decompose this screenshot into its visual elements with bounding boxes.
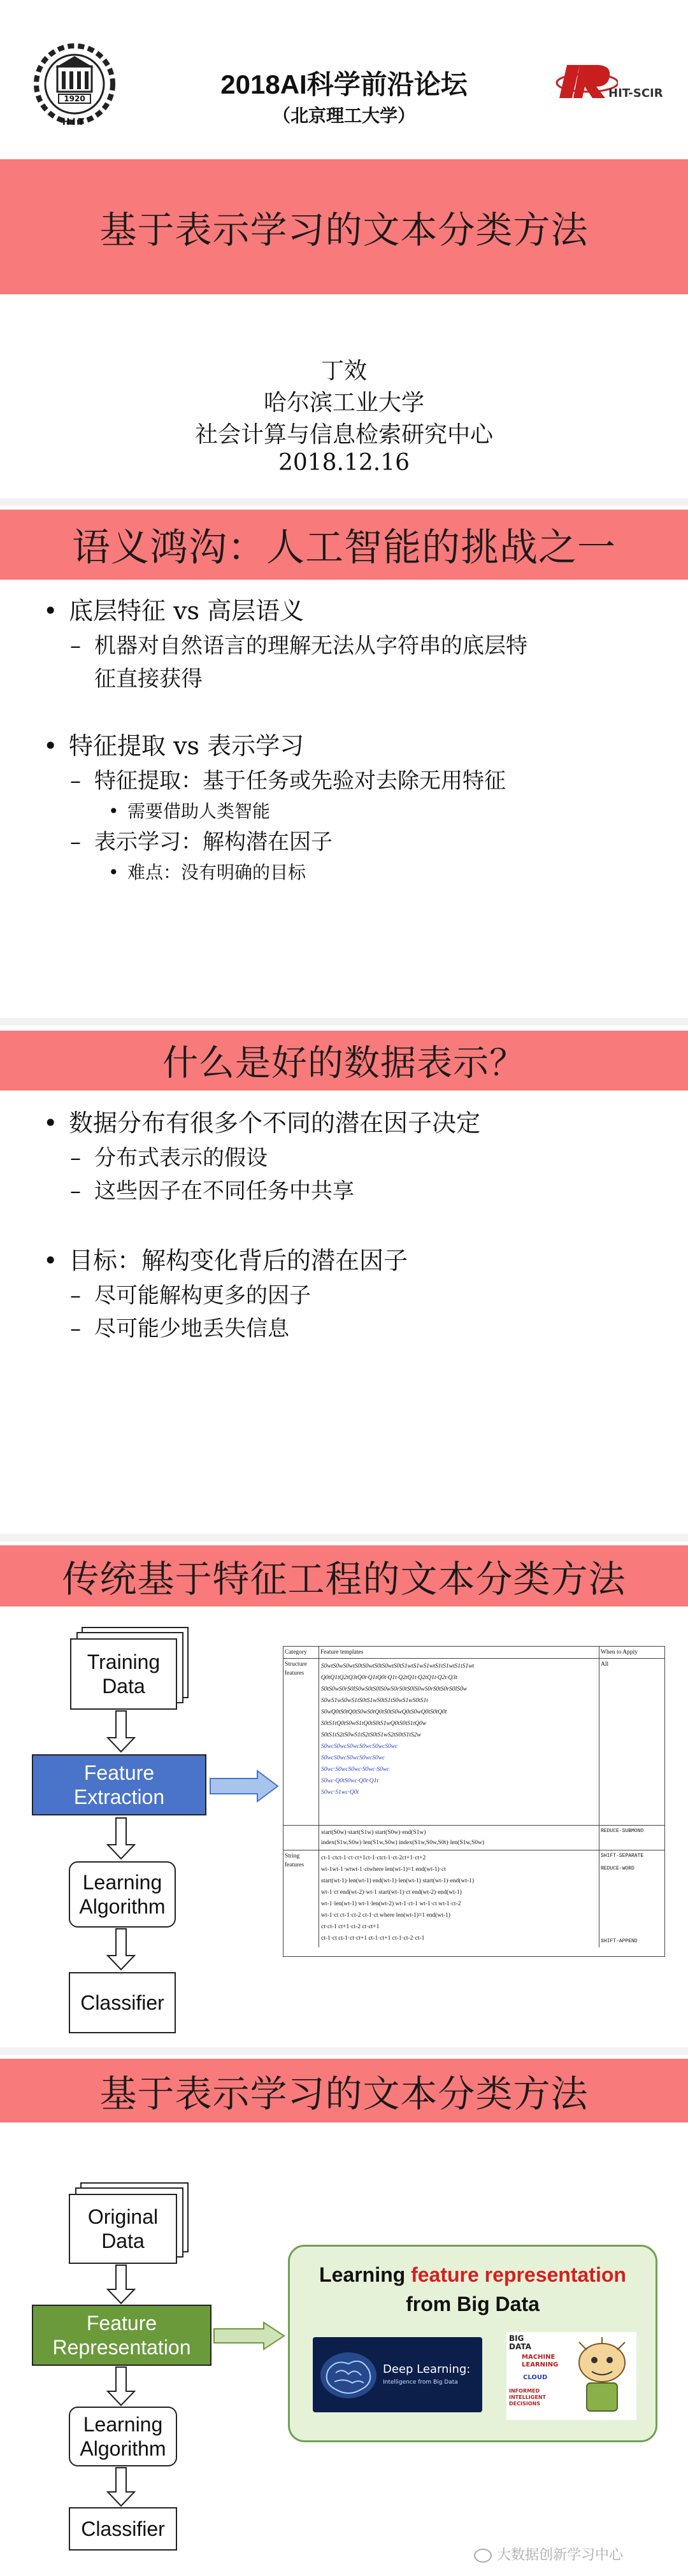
table-header-templates: Feature templates <box>319 1647 599 1658</box>
talk-date: 2018.12.16 <box>278 450 410 476</box>
table-cell: S0wcS0wcS0wcS0wcS0wcS0wc <box>321 1743 398 1750</box>
feature-representation-box: Feature Representation <box>32 2305 211 2366</box>
classifier-box: Classifier <box>69 2507 177 2551</box>
slide2-title: 语义鸿沟：人工智能的挑战之一 <box>72 526 616 570</box>
bullet-distributed-assumption: – 分布式表示的假设 <box>70 1145 268 1171</box>
bullet-no-clear-goal: • 难点：没有明确的目标 <box>38 859 527 887</box>
arrow-right-icon <box>213 2320 287 2352</box>
arrow-down-icon <box>105 1710 137 1753</box>
panel-line2: from Big Data <box>406 2293 540 2315</box>
feature-learning-panel <box>288 2245 657 2442</box>
table-cell: start(S0w)·start(S1w) start(S0w)·end(S1w) <box>321 1829 426 1836</box>
arrow-down-icon <box>105 2366 137 2407</box>
wechat-icon <box>474 2549 492 2563</box>
table-cell: ct-1·ct ct-1·ct·ct+1 ct-1·ct+1 ct-1·ct-2·ct-1 <box>321 1935 425 1942</box>
table-cell: wt-1·len(wt-1) wt-1·len(wt-2) wt-1·ct-1 wt-1·ct wt-1·ct-2 <box>321 1901 461 1907</box>
table-string-label: String features <box>283 1850 319 1947</box>
table-cell: S0tS1tQ0tS0wS1tQ0tS0tS1wQ0tS0tS1tQ0w <box>321 1721 427 1727</box>
machine-learning-label: MACHINE LEARNING <box>522 2354 559 2368</box>
bullet-extract-vs-learn: • 特征提取 vs 表示学习 <box>38 727 527 764</box>
bullet-goal: • 目标：解构变化背后的潜在因子 <box>38 1242 480 1279</box>
author-affiliation: 哈尔滨工业大学 <box>263 390 424 416</box>
slide3-title: 什么是好的数据表示？ <box>162 1043 526 1084</box>
panel-line1: Learning feature representation <box>319 2263 626 2286</box>
slide4-title-band <box>0 1545 688 1606</box>
cartoon-figure-icon <box>570 2337 634 2416</box>
slide-separator <box>0 1018 688 1026</box>
arrow-down-icon <box>105 2466 137 2507</box>
table-cell: S0wtS0wS0wtS0tS0wtS0tS0wtS0tS1wtS1wS1wtS1tS1wtS1tS1wt <box>321 1663 475 1670</box>
feature-extraction-box: Feature Extraction <box>32 1754 206 1815</box>
table-cell: S0wS1wS0wS1tS0tS1wS0tS1tS0wS1wS0tS1t <box>321 1698 428 1704</box>
bullet-machine-understanding: – 机器对自然语言的理解无法从字符串的底层特 <box>70 633 527 659</box>
hit-scir-logo-icon <box>554 59 618 110</box>
deep-learning-image <box>313 2337 482 2412</box>
cloud-label: CLOUD <box>523 2374 548 2381</box>
bullet-latent-factors: • 数据分布有很多个不同的潜在因子决定 <box>38 1105 480 1141</box>
table-cell: Q0tQ1tQ2tQ3tQ0t·Q1tQ0t·Q1t·Q2tQ1t·Q2tQ1t·Q2t·Q3t <box>321 1675 457 1681</box>
table-cell: index(S1w,S0w)·len(S1w,S0w) index(S1w,S0w,S0t)·len(S1w,S0w) <box>321 1840 485 1846</box>
hit-scir-logo-text: HIT-SCIR <box>608 87 663 100</box>
watermark: 大数据创新学习中心 <box>474 2544 623 2564</box>
talk-title: 基于表示学习的文本分类方法 <box>99 208 589 252</box>
slide3-body <box>0 1091 688 1536</box>
deep-learning-sub: Intelligence from Big Data <box>383 2379 458 2386</box>
big-data-label: BIG DATA <box>509 2334 531 2351</box>
table-cell: S0wc·S0wcS0wc·S0wc·S0wc <box>321 1766 390 1773</box>
big-data-image <box>506 2332 636 2420</box>
slide5-body <box>0 2122 688 2576</box>
arrow-down-icon <box>105 2264 137 2305</box>
hit-logo-text: HIT <box>62 117 87 127</box>
table-cell: wt-1·ct end(wt-2)·wt-1 start(wt-1)·ct end(wt-2)·end(wt-1) <box>321 1889 462 1896</box>
bullet-feature-extraction: – 特征提取：基于任务或先验对去除无用特征 <box>70 768 506 794</box>
bullet-more-factors: – 尽可能解构更多的因子 <box>70 1283 311 1308</box>
research-center: 社会计算与信息检索研究中心 <box>194 422 493 448</box>
table-structure-label: Structure features <box>283 1659 319 1825</box>
bullet-human-intelligence: • 需要借助人类智能 <box>38 798 527 826</box>
table-cell: wt-1·ct ct-1·ct-2 ct-1·ct where len(wt-1)=1 end(wt-1) <box>321 1912 450 1919</box>
table-apply-shift: SHIFT-SEPARATE <box>601 1853 644 1859</box>
slide2-title-band <box>0 510 688 580</box>
table-cell: start(wt-1)·len(wt-1) end(wt-1)·len(wt-1) start(wt-1)·end(wt-1) <box>321 1878 475 1884</box>
table-cell: S0wcS0wcS0wcS0wcS0wc <box>321 1755 385 1761</box>
deep-learning-title: Deep Learning: <box>383 2363 471 2376</box>
slide2-body <box>0 580 688 1026</box>
table-cell: S0wc·S1wc·Q0t <box>321 1789 359 1796</box>
feature-template-table <box>283 1646 665 1957</box>
slide5-title: 基于表示学习的文本分类方法 <box>99 2072 589 2115</box>
slide4-body <box>0 1606 688 2040</box>
arrow-right-icon <box>209 1768 280 1804</box>
brain-icon <box>317 2345 380 2406</box>
table-apply-all: All <box>601 1661 609 1668</box>
table-cell: ct·ct-1 ct+1·ct-2 ct·ct+1 <box>321 1924 380 1930</box>
slide3-title-band <box>0 1031 688 1091</box>
table-cell: S0tS1tS2tS0wS1tS2tS0tS1wS2tS0tS1tS2w <box>321 1732 421 1738</box>
forum-title: 2018AI科学前沿论坛 <box>220 69 468 99</box>
decisions-label: INFORMED INTELLIGENT DECISIONS <box>509 2388 546 2407</box>
arrow-down-icon <box>105 1928 137 1971</box>
arrow-down-icon <box>105 1817 137 1860</box>
table-header-when: When to Apply <box>601 1649 638 1656</box>
bullet-low-vs-high: • 底层特征 vs 高层语义 <box>38 592 527 629</box>
bullet-less-loss: – 尽可能少地丢失信息 <box>70 1316 289 1342</box>
slide4-title: 传统基于特征工程的文本分类方法 <box>62 1557 626 1601</box>
original-data-box: Original Data <box>69 2194 177 2264</box>
classifier-box: Classifier <box>69 1972 176 2033</box>
table-apply-append: SHIFT-APPEND <box>601 1938 638 1944</box>
title-info <box>0 294 688 498</box>
slide-separator <box>0 1534 688 1542</box>
hit-logo-year: 1920 <box>64 94 85 103</box>
training-data-box: Training Data <box>70 1638 177 1710</box>
table-header-category: Category <box>283 1647 319 1658</box>
table-cell: wt-1wt-1·wtwt-1·ctwhere len(wt-1)=1 end(wt-1)·ct <box>321 1866 446 1873</box>
bullet-shared-factors: – 这些因子在不同任务中共享 <box>70 1178 354 1204</box>
bullet-machine-understanding-cont: 征直接获得 <box>94 666 203 692</box>
learning-algorithm-box: Learning Algorithm <box>69 2407 177 2466</box>
forum-subtitle: （北京理工大学） <box>272 105 415 126</box>
table-cell: S0tS0wS0rS0lS0wS0tS0lS0wS0rS0tS0lS0wS0rS0tS0rS0lS0w <box>321 1686 468 1692</box>
table-cell: S0wc·Q0tS0wc·Q0t·Q1t <box>321 1778 378 1784</box>
author-name: 丁效 <box>320 358 367 384</box>
table-cell: ct-1·ctct-1·ct·ct+1ct-1·ctct-1·ct-2ct+1·ct+2 <box>321 1855 426 1861</box>
table-cell: S0wQ0tS0tQ0tS0wS0tQ0tS0tS0wQ0tS0wQ0tS0tQ0t <box>321 1709 447 1715</box>
slide5-title-band <box>0 2059 688 2122</box>
header-area <box>0 0 688 159</box>
slide-separator <box>0 498 688 506</box>
panel-highlight: feature representation <box>411 2263 626 2286</box>
title-band <box>0 159 688 294</box>
slide-separator <box>0 2047 688 2055</box>
bullet-representation-learning: – 表示学习：解构潜在因子 <box>70 829 333 855</box>
table-apply-submono: REDUCE-SUBMONO <box>601 1828 644 1834</box>
table-apply-word: REDUCE-WORD <box>601 1866 634 1871</box>
learning-algorithm-box: Learning Algorithm <box>69 1861 176 1928</box>
